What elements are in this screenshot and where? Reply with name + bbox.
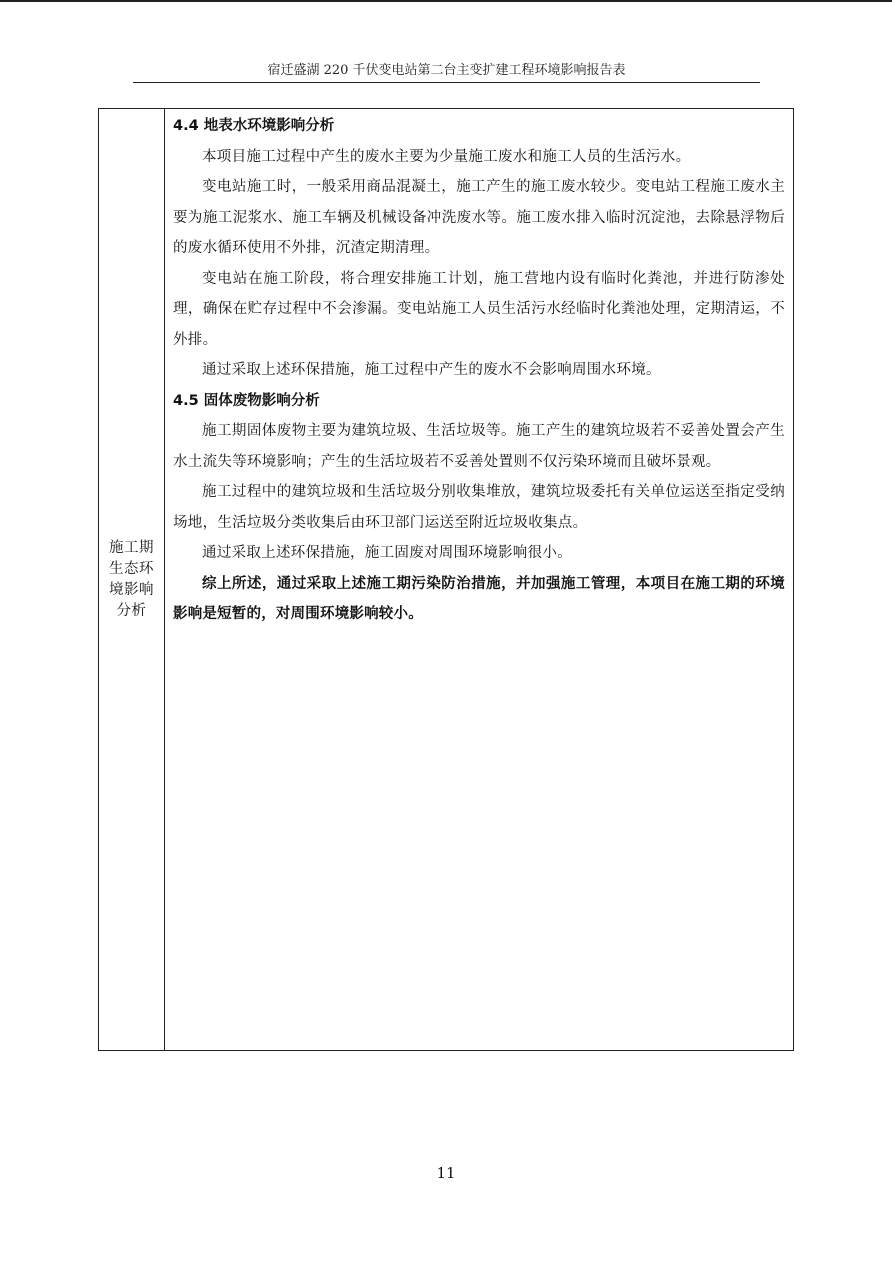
- section-heading-solid-waste: 4.5 固体废物影响分析: [173, 392, 320, 409]
- row-label: 施工期生态环境影响分析: [109, 539, 154, 619]
- paragraph: 通过采取上述环保措施，施工固废对周围环境影响很小。: [202, 545, 572, 561]
- report-table: [98, 108, 794, 1051]
- running-header: 宿迁盛湖 220 千伏变电站第二台主变扩建工程环境影响报告表: [267, 63, 626, 78]
- row-label-cell: [99, 109, 165, 1050]
- paragraph: 施工过程中的建筑垃圾和生活垃圾分别收集堆放，建筑垃圾委托有关单位运送至指定受纳场地，生活垃圾分类收集后由环卫部门运送至附近垃圾收集点。: [173, 484, 785, 531]
- conclusion-paragraph: 综上所述，通过采取上述施工期污染防治措施，并加强施工管理，本项目在施工期的环境影响是短暂的，对周围环境影响较小。: [173, 575, 785, 622]
- header-divider: [133, 82, 760, 83]
- paragraph: 本项目施工过程中产生的废水主要为少量施工废水和施工人员的生活污水。: [202, 148, 691, 165]
- page-number: 11: [436, 1164, 456, 1182]
- paragraph: 通过采取上述环保措施，施工过程中产生的废水不会影响周围水环境。: [202, 362, 661, 378]
- content-cell: [165, 109, 793, 1050]
- page-top-border: [0, 0, 892, 2]
- paragraph: 变电站施工时，一般采用商品混凝土，施工产生的施工废水较少。变电站工程施工废水主要为施工泥浆水、施工车辆及机械设备冲洗废水等。施工废水排入临时沉淀池，去除悬浮物后的废水循环使用不外排，沉渣定期清理。: [173, 179, 785, 256]
- paragraph: 变电站在施工阶段，将合理安排施工计划，施工营地内设有临时化粪池，并进行防渗处理，确保在贮存过程中不会渗漏。变电站施工人员生活污水经临时化粪池处理，定期清运，不外排。: [173, 270, 785, 348]
- section-heading-surface-water: 4.4 地表水环境影响分析: [173, 118, 335, 134]
- paragraph: 施工期固体废物主要为建筑垃圾、生活垃圾等。施工产生的建筑垃圾若不妥善处置会产生水土流失等环境影响；产生的生活垃圾若不妥善处置则不仅污染环境而且破坏景观。: [173, 423, 785, 470]
